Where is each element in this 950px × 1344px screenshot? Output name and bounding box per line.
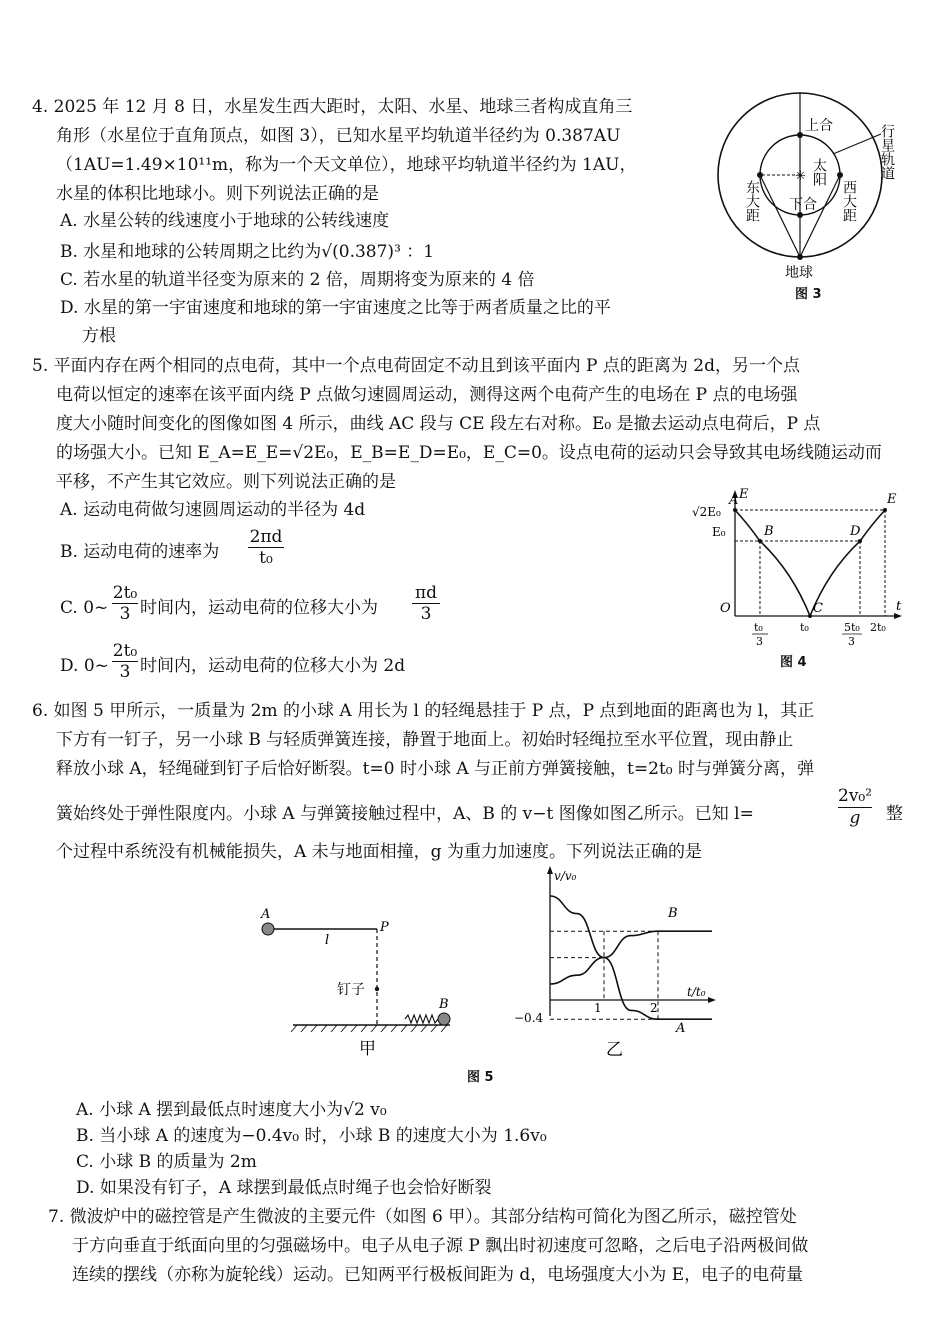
q6-option-b: B. 当小球 A 的速度为−0.4v₀ 时，小球 B 的速度大小为 1.6v₀ xyxy=(76,1126,547,1146)
q5-line-5: 平移，不产生其它效应。则下列说法正确的是 xyxy=(56,472,396,492)
q4-option-d-cont: 方根 xyxy=(82,326,116,346)
ball-a xyxy=(262,923,274,935)
frac-num: πd xyxy=(412,583,440,604)
q6-l-fraction xyxy=(838,786,872,829)
q4-option-c: C. 若水星的轨道半径变为原来的 2 倍，周期将变为原来的 4 倍 xyxy=(60,270,535,290)
q5-option-c-frac1 xyxy=(112,583,138,624)
label-upper: 上合 xyxy=(805,118,833,134)
q5-option-b-fraction xyxy=(248,527,284,568)
label-a: A xyxy=(261,907,271,922)
mercury-west-dot xyxy=(837,172,843,178)
frac-den: 3 xyxy=(119,662,131,682)
q5-option-d-frac xyxy=(112,641,138,682)
label-earth: 地球 xyxy=(785,265,813,281)
q4-option-d: D. 水星的第一宇宙速度和地球的第一宇宙速度之比等于两者质量之比的平 xyxy=(60,298,611,318)
frac-den: 3 xyxy=(119,604,131,624)
tick-den: 3 xyxy=(756,635,763,648)
q5-line-3: 度大小随时间变化的图像如图 4 所示，曲线 AC 段与 CE 段左右对称。E₀ 是撤去运动点电荷后，P 点 xyxy=(56,414,821,434)
tick-den: 3 xyxy=(848,635,855,648)
label-a: A xyxy=(676,1021,686,1036)
frac-num: 2πd xyxy=(249,527,283,547)
axis-y-label: E xyxy=(739,488,749,502)
point-label-a: A xyxy=(729,493,739,508)
q6-line-1: 6. 如图 5 甲所示，一质量为 2m 的小球 A 用长为 l 的轻绳悬挂于 P 点，P 点到地面的距离也为 l，其正 xyxy=(32,701,815,721)
tick-num: t₀ xyxy=(754,621,763,634)
q7-line-2: 于方向垂直于纸面向里的匀强磁场中。电子从电子源 P 飘出时初速度可忽略，之后电子沿两极间做 xyxy=(72,1236,809,1256)
q5-option-c-text: 时间内，运动电荷的位移大小为 xyxy=(140,598,378,618)
y-tick-sqrt2e0: √2E₀ xyxy=(692,505,721,519)
point-label-d: D xyxy=(850,524,861,540)
t1-tick: 1 xyxy=(594,1001,602,1015)
label-west: 西大距 xyxy=(841,180,857,222)
q5-option-d: D. 0~ xyxy=(60,656,109,676)
point-d xyxy=(858,539,862,543)
figure-5-right-chart xyxy=(510,866,720,1066)
mercury-east-dot xyxy=(757,172,763,178)
neg-tick: −0.4 xyxy=(514,1011,544,1025)
origin-label: O xyxy=(720,601,731,616)
sub-label-jia: 甲 xyxy=(359,1039,376,1059)
q4-line-3: （1AU=1.49×10¹¹m，称为一个天文单位），地球平均轨道半径约为 1AU， xyxy=(56,155,637,175)
label-sun: 太阳 xyxy=(811,158,827,186)
field-curve xyxy=(735,510,885,616)
label-orbit: 行星轨道 xyxy=(879,124,895,180)
label-p: P xyxy=(380,920,389,935)
x-tick-t0: t₀ xyxy=(800,621,809,634)
axis-y-label: v/v₀ xyxy=(554,869,577,883)
point-a xyxy=(733,508,737,512)
q6-line-2: 下方有一钉子，另一小球 B 与轻质弹簧连接，静置于地面上。初始时轻绳拉至水平位置，现由静止 xyxy=(56,730,794,750)
nail-dot xyxy=(375,987,379,991)
axis-x-label: t/t₀ xyxy=(687,985,706,999)
point-e xyxy=(883,508,887,512)
figure-4-chart xyxy=(690,488,910,648)
earth-dot xyxy=(797,254,803,260)
q6-option-a: A. 小球 A 摆到最低点时速度大小为√2 v₀ xyxy=(76,1100,387,1120)
figure-5-left xyxy=(255,900,460,1060)
label-b: B xyxy=(439,997,449,1012)
x-tick-5t0-3 xyxy=(842,621,862,648)
q6-option-c: C. 小球 B 的质量为 2m xyxy=(76,1152,257,1172)
label-l: l xyxy=(325,933,330,948)
spring xyxy=(405,1015,438,1023)
axis-x-label: t xyxy=(896,599,902,614)
q6-line-5: 个过程中系统没有机械能损失，A 未与地面相撞，g 为重力加速度。下列说法正确的是 xyxy=(56,842,702,862)
frac-den: g xyxy=(849,808,861,828)
q5-line-4: 的场强大小。已知 E_A=E_E=√2E₀，E_B=E_D=E₀，E_C=0。设点电荷的运动只会导致其电场线随运动而 xyxy=(56,443,882,463)
frac-num: 2t₀ xyxy=(112,583,138,603)
q4-line-2: 角形（水星位于直角顶点，如图 3），已知水星平均轨道半径约为 0.387AU xyxy=(56,126,621,146)
q5-line-1: 5. 平面内存在两个相同的点电荷，其中一个点电荷固定不动且到该平面内 P 点的距离为 2d，另一个点 xyxy=(32,356,800,376)
q5-line-2: 电荷以恒定的速率在该平面内绕 P 点做匀速圆周运动，测得这两个电荷产生的电场在 P 点的电场强 xyxy=(56,385,798,405)
q6-line-4: 簧始终处于弹性限度内。小球 A 与弹簧接触过程中，A、B 的 v−t 图像如图乙所示。已知 l= xyxy=(56,804,754,824)
frac-num: 2t₀ xyxy=(112,641,138,661)
frac-den: t₀ xyxy=(259,548,273,568)
figure-3-caption: 图 3 xyxy=(795,287,822,302)
q5-option-d-text: 时间内，运动电荷的位移大小为 2d xyxy=(140,656,406,676)
mercury-upper-dot xyxy=(797,132,803,138)
q5-option-a: A. 运动电荷做匀速圆周运动的半径为 4d xyxy=(60,500,366,520)
q6-option-d: D. 如果没有钉子，A 球摆到最低点时绳子也会恰好断裂 xyxy=(76,1178,492,1198)
figure-3-orbit-diagram xyxy=(715,88,925,283)
q4-line-4: 水星的体积比地球小。则下列说法正确的是 xyxy=(56,184,379,204)
tick-num: 5t₀ xyxy=(844,621,860,634)
q6-line-3: 释放小球 A，轻绳碰到钉子后恰好断裂。t=0 时小球 A 与正前方弹簧接触，t=2t₀ 时与弹簧分离，弹 xyxy=(56,759,815,779)
q4-option-a: A. 水星公转的线速度小于地球的公转线速度 xyxy=(60,211,390,231)
ball-b xyxy=(438,1013,450,1025)
q5-option-c-frac2 xyxy=(412,583,440,624)
t2-tick: 2 xyxy=(650,1001,658,1015)
frac-num: 2v₀² xyxy=(838,786,873,806)
label-east: 东大距 xyxy=(744,180,760,222)
point-c xyxy=(808,614,812,618)
point-label-c: C xyxy=(813,601,823,616)
point-label-b: B xyxy=(763,524,774,540)
label-lower: 下合 xyxy=(789,197,817,213)
figure-5-caption: 图 5 xyxy=(467,1070,494,1085)
x-tick-2t0: 2t₀ xyxy=(870,621,886,634)
q7-line-3: 连续的摆线（亦称为旋轮线）运动。已知两平行极板间距为 d，电场强度大小为 E，电子的电荷量 xyxy=(72,1265,804,1285)
point-b xyxy=(758,539,762,543)
x-tick-t0-3 xyxy=(752,621,768,648)
q5-option-c: C. 0~ xyxy=(60,598,109,618)
label-nail: 钉子 xyxy=(337,982,365,998)
figure-4-caption: 图 4 xyxy=(780,655,807,670)
sun-symbol: ✳ xyxy=(795,169,806,184)
q6-line-4-tail: 整 xyxy=(886,804,903,824)
q4-option-b: B. 水星和地球的公转周期之比约为√(0.387)³ ：1 xyxy=(60,242,435,262)
frac-den: 3 xyxy=(420,604,432,624)
y-tick-e0: E₀ xyxy=(712,525,726,539)
label-b: B xyxy=(668,906,678,921)
q4-line-1: 4. 2025 年 12 月 8 日，水星发生西大距时，太阳、水星、地球三者构成直角三 xyxy=(32,97,633,117)
q7-line-1: 7. 微波炉中的磁控管是产生微波的主要元件（如图 6 甲）。其部分结构可简化为图乙所示，磁控管处 xyxy=(48,1207,797,1227)
point-label-e: E xyxy=(887,492,897,507)
sub-label-yi: 乙 xyxy=(606,1040,623,1060)
q5-option-b: B. 运动电荷的速率为 xyxy=(60,542,220,562)
